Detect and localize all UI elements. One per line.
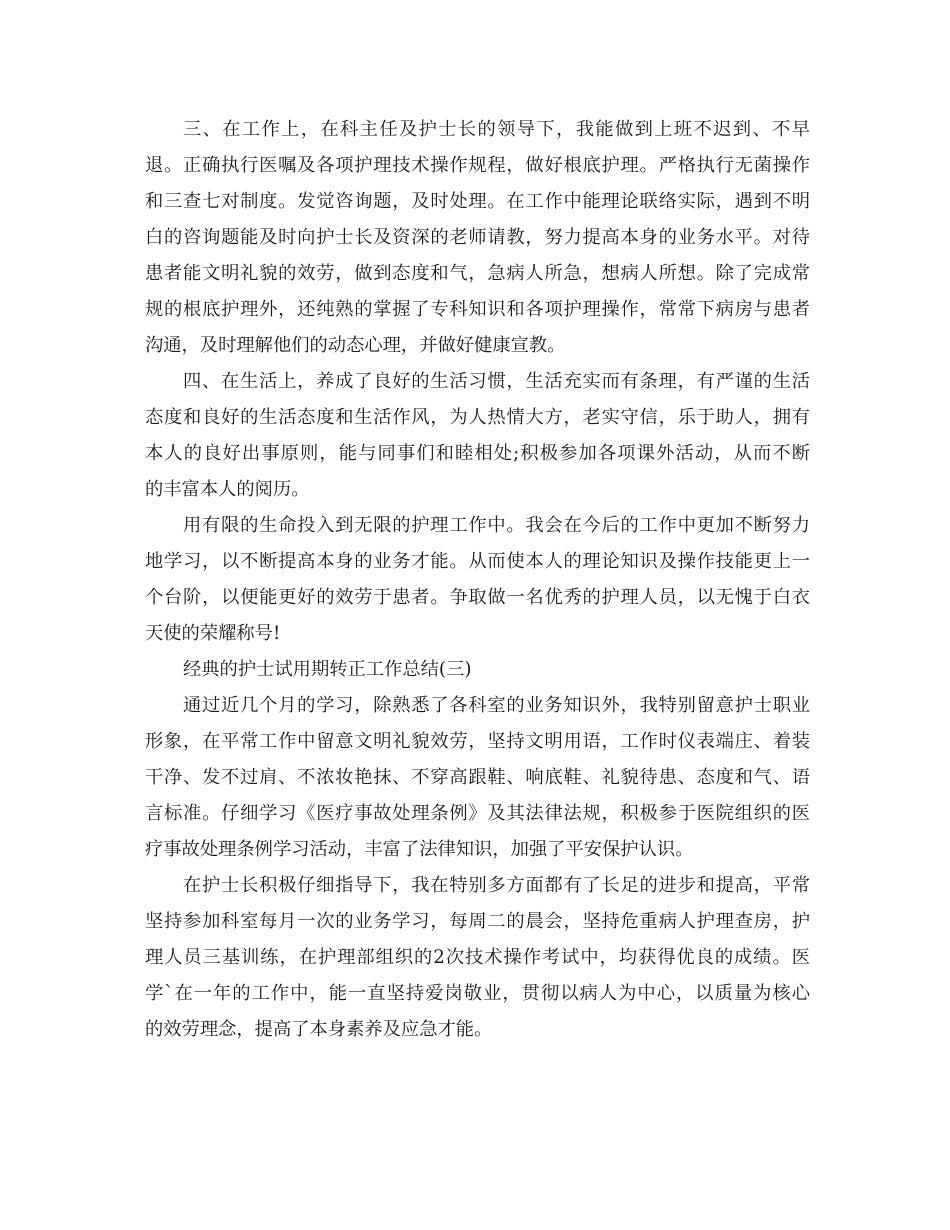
paragraph-2-line-4: 的丰富本人的阅历。 [145, 479, 310, 500]
paragraph-2-line-1: 四、在生活上，养成了良好的生活习惯，生活充实而有条理，有严谨的生活 [183, 371, 810, 392]
paragraph-6-line-2: 坚持参加科室每月一次的业务学习，每周二的晨会，坚持危重病人护理查房，护 [145, 911, 810, 932]
paragraph-6-line-5: 的效劳理念，提高了本身素养及应急才能。 [145, 1019, 493, 1040]
paragraph-5-line-4: 言标准。仔细学习《医疗事故处理条例》及其法律法规，积极参于医院组织的医 [145, 803, 810, 824]
section-heading: 经典的护士试用期转正工作总结(三) [183, 659, 472, 680]
paragraph-1-line-1: 三、在工作上，在科主任及护士长的领导下，我能做到上班不迟到、不早 [183, 119, 810, 140]
paragraph-6-line-4: 学`在一年的工作中，能一直坚持爱岗敬业，贯彻以病人为中心，以质量为核心 [145, 983, 810, 1004]
paragraph-6-line-3: 理人员三基训练，在护理部组织的2次技术操作考试中，均获得优良的成绩。医 [145, 947, 810, 968]
paragraph-1-line-5: 患者能文明礼貌的效劳，做到态度和气，急病人所急，想病人所想。除了完成常 [145, 263, 810, 284]
paragraph-5-line-5: 疗事故处理条例学习活动，丰富了法律知识，加强了平安保护认识。 [145, 839, 694, 860]
paragraph-5-line-1: 通过近几个月的学习，除熟悉了各科室的业务知识外，我特别留意护士职业 [183, 695, 810, 716]
paragraph-6-line-1: 在护士长积极仔细指导下，我在特别多方面都有了长足的进步和提高，平常 [183, 875, 810, 896]
paragraph-2-line-2: 态度和良好的生活态度和生活作风，为人热情大方，老实守信，乐于助人，拥有 [145, 407, 810, 428]
paragraph-3-line-2: 地学习，以不断提高本身的业务才能。从而使本人的理论知识及操作技能更上一 [145, 551, 810, 572]
paragraph-3-line-3: 个台阶，以便能更好的效劳于患者。争取做一名优秀的护理人员，以无愧于白衣 [145, 587, 810, 608]
paragraph-1-line-7: 沟通，及时理解他们的动态心理，并做好健康宣教。 [145, 335, 566, 356]
paragraph-3-line-1: 用有限的生命投入到无限的护理工作中。我会在今后的工作中更加不断努力 [183, 515, 810, 536]
paragraph-1-line-2: 退。正确执行医嘱及各项护理技术操作规程，做好根底护理。严格执行无菌操作 [145, 155, 810, 176]
paragraph-3-line-4: 天使的荣耀称号! [145, 623, 281, 644]
paragraph-1-line-6: 规的根底护理外，还纯熟的掌握了专科知识和各项护理操作，常常下病房与患者 [145, 299, 810, 320]
paragraph-1-line-3: 和三查七对制度。发觉咨询题，及时处理。在工作中能理论联络实际，遇到不明 [145, 191, 810, 212]
paragraph-1-line-4: 白的咨询题能及时向护士长及资深的老师请教，努力提高本身的业务水平。对待 [145, 227, 810, 248]
paragraph-5-line-3: 干净、发不过肩、不浓妆艳抹、不穿高跟鞋、响底鞋、礼貌待患、态度和气、语 [145, 767, 810, 788]
paragraph-5-line-2: 形象，在平常工作中留意文明礼貌效劳，坚持文明用语，工作时仪表端庄、着装 [145, 731, 810, 752]
paragraph-2-line-3: 本人的良好出事原则，能与同事们和睦相处;积极参加各项课外活动，从而不断 [145, 443, 810, 464]
